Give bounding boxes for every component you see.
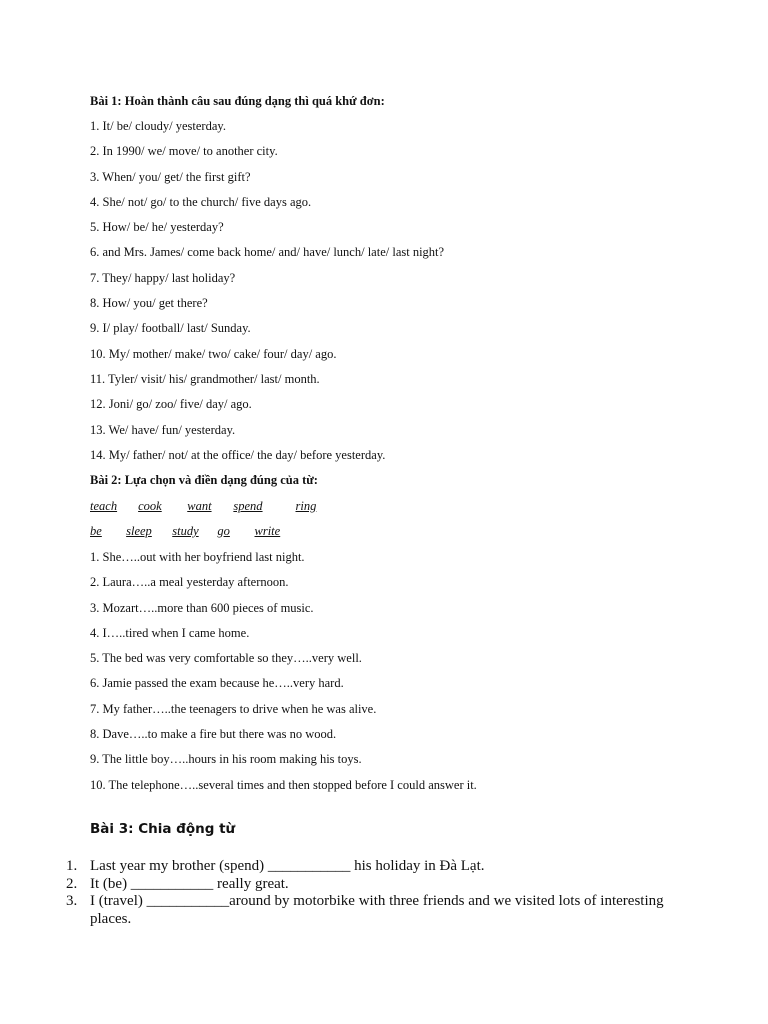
word-bank-word: write: [254, 524, 281, 538]
word-bank-row-1: [90, 499, 316, 514]
word-bank-word: want: [187, 499, 212, 513]
exercise-2-item: 4. I…..tired when I came home.: [90, 625, 250, 640]
exercise-3-item: [66, 876, 690, 894]
exercise-2-item: 2. Laura…..a meal yesterday afternoon.: [90, 575, 289, 590]
exercise-2-title: Bài 2: Lựa chọn và điền dạng đúng của từ:: [90, 473, 318, 487]
exercise-2-item: 6. Jamie passed the exam because he…..very hard.: [90, 676, 344, 691]
exercise-1-item: 9. I/ play/ football/ last/ Sunday.: [90, 321, 251, 336]
exercise-1-item: 5. How/ be/ he/ yesterday?: [90, 220, 224, 235]
exercise-2-item: 3. Mozart…..more than 600 pieces of music.: [90, 600, 314, 615]
exercise-2-list: [90, 549, 477, 802]
item-text: It (be) ___________ really great.: [90, 875, 289, 892]
exercise-2-item: 8. Dave…..to make a fire but there was no wood.: [90, 727, 337, 742]
exercise-1-item: 8. How/ you/ get there?: [90, 296, 208, 311]
word-bank-word: spend: [233, 499, 263, 513]
exercise-2-item: 9. The little boy…..hours in his room making his toys.: [90, 752, 362, 767]
exercise-1-item: 11. Tyler/ visit/ his/ grandmother/ last/ month.: [90, 371, 320, 386]
word-bank-word: go: [217, 524, 230, 538]
exercise-1-item: 2. In 1990/ we/ move/ to another city.: [90, 144, 278, 159]
item-number: 1.: [66, 858, 78, 874]
word-bank-word: teach: [90, 499, 118, 513]
word-bank-word: sleep: [126, 524, 152, 538]
word-bank-word: ring: [295, 499, 317, 513]
exercise-3-item: [66, 858, 690, 876]
exercise-3-title: Bài 3: Chia động từ: [90, 821, 236, 837]
word-bank-row-2: [90, 524, 280, 539]
exercise-1-item: 10. My/ mother/ make/ two/ cake/ four/ day/ ago.: [90, 346, 337, 361]
exercise-1-item: 13. We/ have/ fun/ yesterday.: [90, 422, 236, 437]
word-bank-word: study: [172, 524, 199, 538]
exercise-1-item: 3. When/ you/ get/ the first gift?: [90, 169, 251, 184]
exercise-2-item: 5. The bed was very comfortable so they…..very well.: [90, 651, 362, 666]
exercise-1-title: Bài 1: Hoàn thành câu sau đúng dạng thì quá khứ đơn:: [90, 94, 385, 108]
exercise-3-list: [66, 858, 690, 928]
word-bank-word: cook: [138, 499, 162, 513]
exercise-1-item: 1. It/ be/ cloudy/ yesterday.: [90, 119, 226, 133]
item-number: 3.: [66, 893, 78, 909]
exercise-1-list: [90, 118, 444, 472]
exercise-2-item: 1. She…..out with her boyfriend last night.: [90, 550, 305, 564]
item-text: Last year my brother (spend) ___________ his holiday in Đà Lạt.: [90, 858, 485, 874]
exercise-1-item: 14. My/ father/ not/ at the office/ the day/ before yesterday.: [90, 447, 386, 462]
exercise-2-item: 10. The telephone…..several times and then stopped before I could answer it.: [90, 777, 477, 792]
word-bank-word: be: [90, 524, 102, 538]
item-number: 2.: [66, 875, 78, 892]
exercise-1-item: 4. She/ not/ go/ to the church/ five days ago.: [90, 194, 312, 209]
exercise-1-item: 12. Joni/ go/ zoo/ five/ day/ ago.: [90, 397, 252, 412]
exercise-1-item: 7. They/ happy/ last holiday?: [90, 270, 236, 285]
exercise-1-item: 6. and Mrs. James/ come back home/ and/ have/ lunch/ late/ last night?: [90, 245, 445, 260]
exercise-2-item: 7. My father…..the teenagers to drive when he was alive.: [90, 701, 377, 716]
exercise-3-item: [66, 893, 690, 928]
item-text: I (travel) ___________around by motorbike with three friends and we visited lots of interesting places.: [90, 893, 664, 927]
